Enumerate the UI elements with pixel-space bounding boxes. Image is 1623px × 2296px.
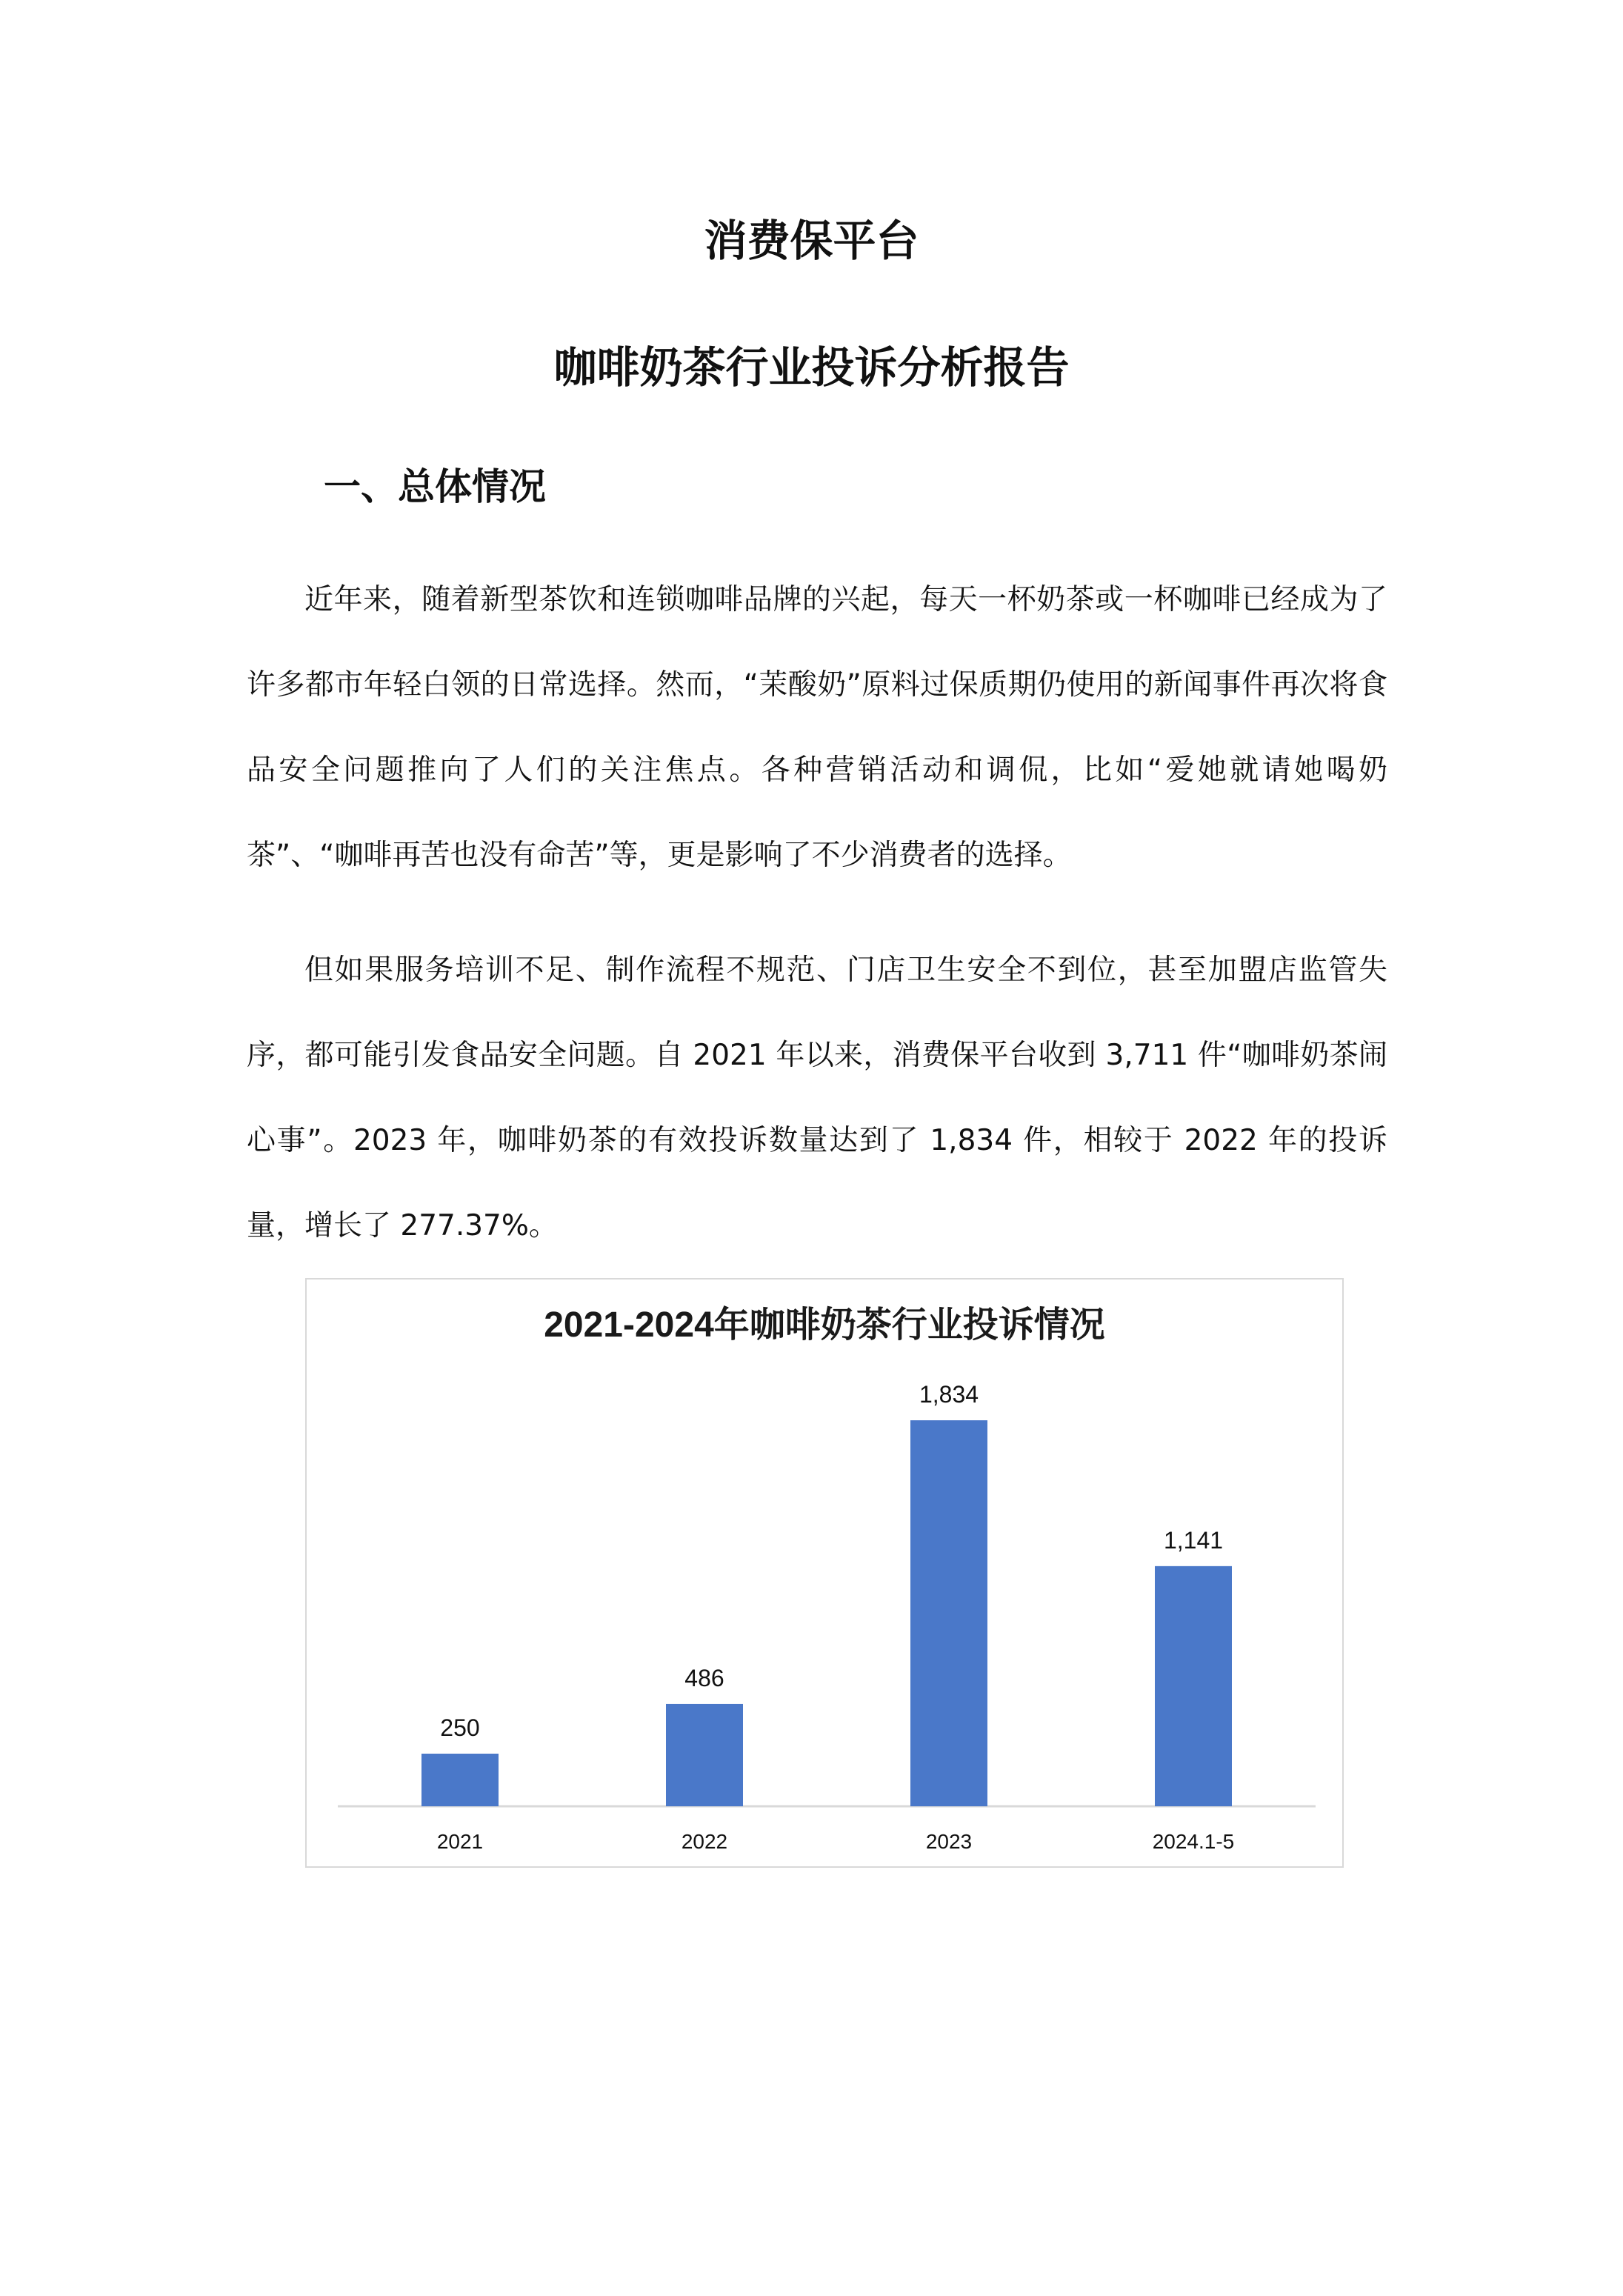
body-paragraph-2: 但如果服务培训不足、制作流程不规范、门店卫生安全不到位，甚至加盟店监管失序，都可能引发食品安全问题。自 2021 年以来，消费保平台收到 3,711 件“咖啡奶茶闹心事”。2023 年，咖啡奶茶的有效投诉数量达到了 1,834 件，相较于 2022 年的投诉量，增长了 277.37%。 xyxy=(247,954,1387,1242)
x-tick-label-2021: 2021 xyxy=(436,1830,484,1853)
bar-2024.1-5 xyxy=(1155,1566,1232,1806)
complaints-bar-chart xyxy=(305,1278,1344,1868)
data-label-2021: 250 xyxy=(440,1714,480,1741)
body-paragraph-1: 近年来，随着新型茶饮和连锁咖啡品牌的兴起，每天一杯奶茶或一杯咖啡已经成为了许多都市年轻白领的日常选择。然而，“茉酸奶”原料过保质期仍使用的新闻事件再次将食品安全问题推向了人们的关注焦点。各种营销活动和调侃，比如“爱她就请她喝奶茶”、“咖啡再苦也没有命苦”等，更是影响了不少消费者的选择。 xyxy=(247,583,1387,872)
x-tick-label-2023: 2023 xyxy=(925,1830,973,1853)
chart-plot-area xyxy=(307,1280,1342,1866)
data-label-2022: 486 xyxy=(684,1664,724,1691)
section-heading-overview: 一、总体情况 xyxy=(324,465,546,508)
bar-2021 xyxy=(421,1754,499,1806)
report-title-platform: 消费保平台 xyxy=(704,216,919,266)
report-title-main: 咖啡奶茶行业投诉分析报告 xyxy=(553,342,1070,393)
bar-2023 xyxy=(910,1420,987,1806)
bar-2022 xyxy=(666,1704,743,1806)
x-tick-label-2024.1-5: 2024.1-5 xyxy=(1152,1830,1235,1853)
data-label-2023: 1,834 xyxy=(919,1381,979,1408)
chart-title: 2021-2024年咖啡奶茶行业投诉情况 xyxy=(544,1305,1105,1345)
x-tick-label-2022: 2022 xyxy=(681,1830,728,1853)
data-label-2024.1-5: 1,141 xyxy=(1163,1526,1224,1554)
